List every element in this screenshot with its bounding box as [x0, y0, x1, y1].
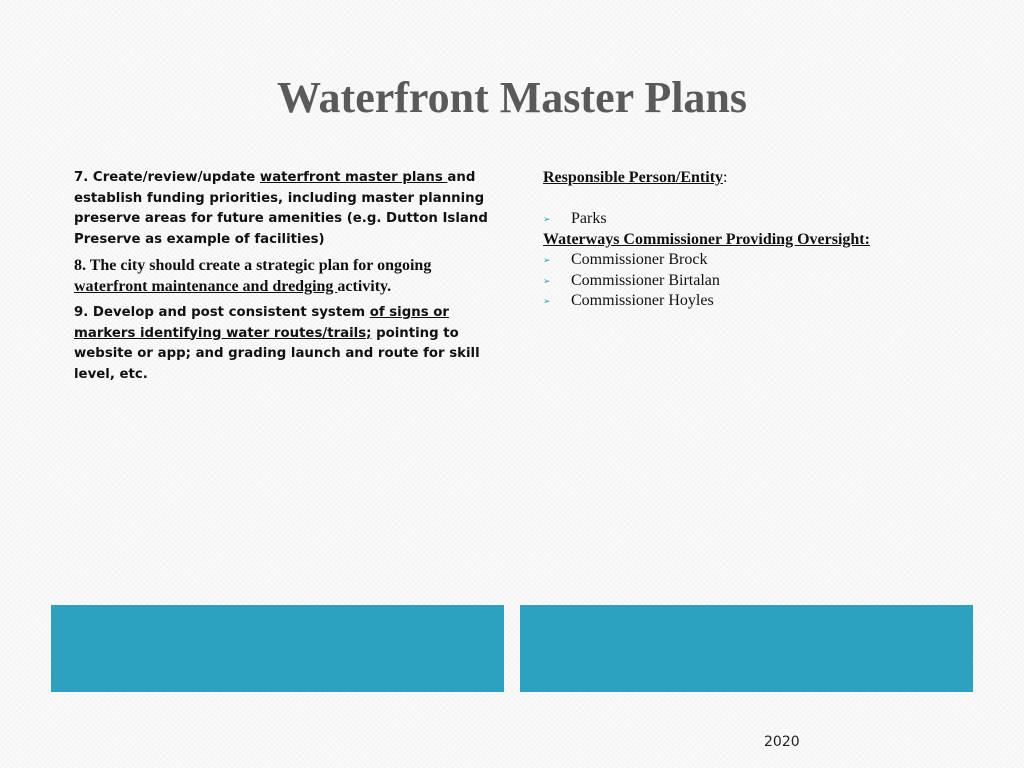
arrow-bullet-icon: ➢ — [543, 275, 551, 286]
oversight-item-label: Commissioner Hoyles — [571, 292, 714, 309]
oversight-item — [543, 250, 943, 271]
responsible-item — [543, 209, 943, 230]
item-8 — [74, 256, 504, 297]
responsible-item-label: Parks — [571, 210, 607, 227]
oversight-item-label: Commissioner Brock — [571, 251, 708, 268]
item-8-prefix: 8. The city should create a strategic plan for ongoing — [74, 257, 432, 274]
footer-year: 2020 — [764, 734, 800, 750]
footer-panel-right — [520, 605, 973, 692]
item-9-prefix: 9. Develop and post consistent system — [74, 305, 370, 320]
arrow-bullet-icon: ➢ — [543, 296, 551, 306]
oversight-heading: Waterways Commissioner Providing Oversight: — [543, 230, 870, 248]
oversight-item-label: Commissioner Birtalan — [571, 271, 720, 289]
oversight-item — [543, 271, 943, 292]
item-9-suffix: pointing to website or app; and grading launch and route for skill level, etc. — [74, 325, 480, 382]
left-content — [74, 168, 504, 391]
slide-title: Waterfront Master Plans — [276, 73, 748, 122]
item-7 — [74, 168, 504, 250]
item-7-link: waterfront master plans — [259, 170, 448, 185]
arrow-bullet-icon: ➢ — [543, 214, 551, 224]
item-9-link: of signs or markers identifying water routes/trails; — [74, 305, 449, 341]
item-7-prefix: 7. Create/review/update — [74, 170, 260, 185]
oversight-item — [543, 291, 943, 312]
right-content — [543, 168, 943, 312]
item-8-suffix: activity. — [337, 277, 392, 295]
footer-panel-left — [51, 605, 504, 692]
responsible-heading — [543, 168, 943, 189]
item-8-link: waterfront maintenance and dredging — [74, 277, 338, 295]
responsible-label: Responsible Person/Entity — [543, 169, 724, 186]
item-9 — [74, 303, 504, 385]
responsible-colon: : — [723, 169, 728, 186]
arrow-bullet-icon: ➢ — [543, 255, 551, 265]
spacer — [543, 189, 943, 210]
item-7-suffix: and establish funding priorities, including master planning preserve areas for future amenities (e.g. Dutton Island Preserve as example of facilities) — [74, 170, 488, 247]
